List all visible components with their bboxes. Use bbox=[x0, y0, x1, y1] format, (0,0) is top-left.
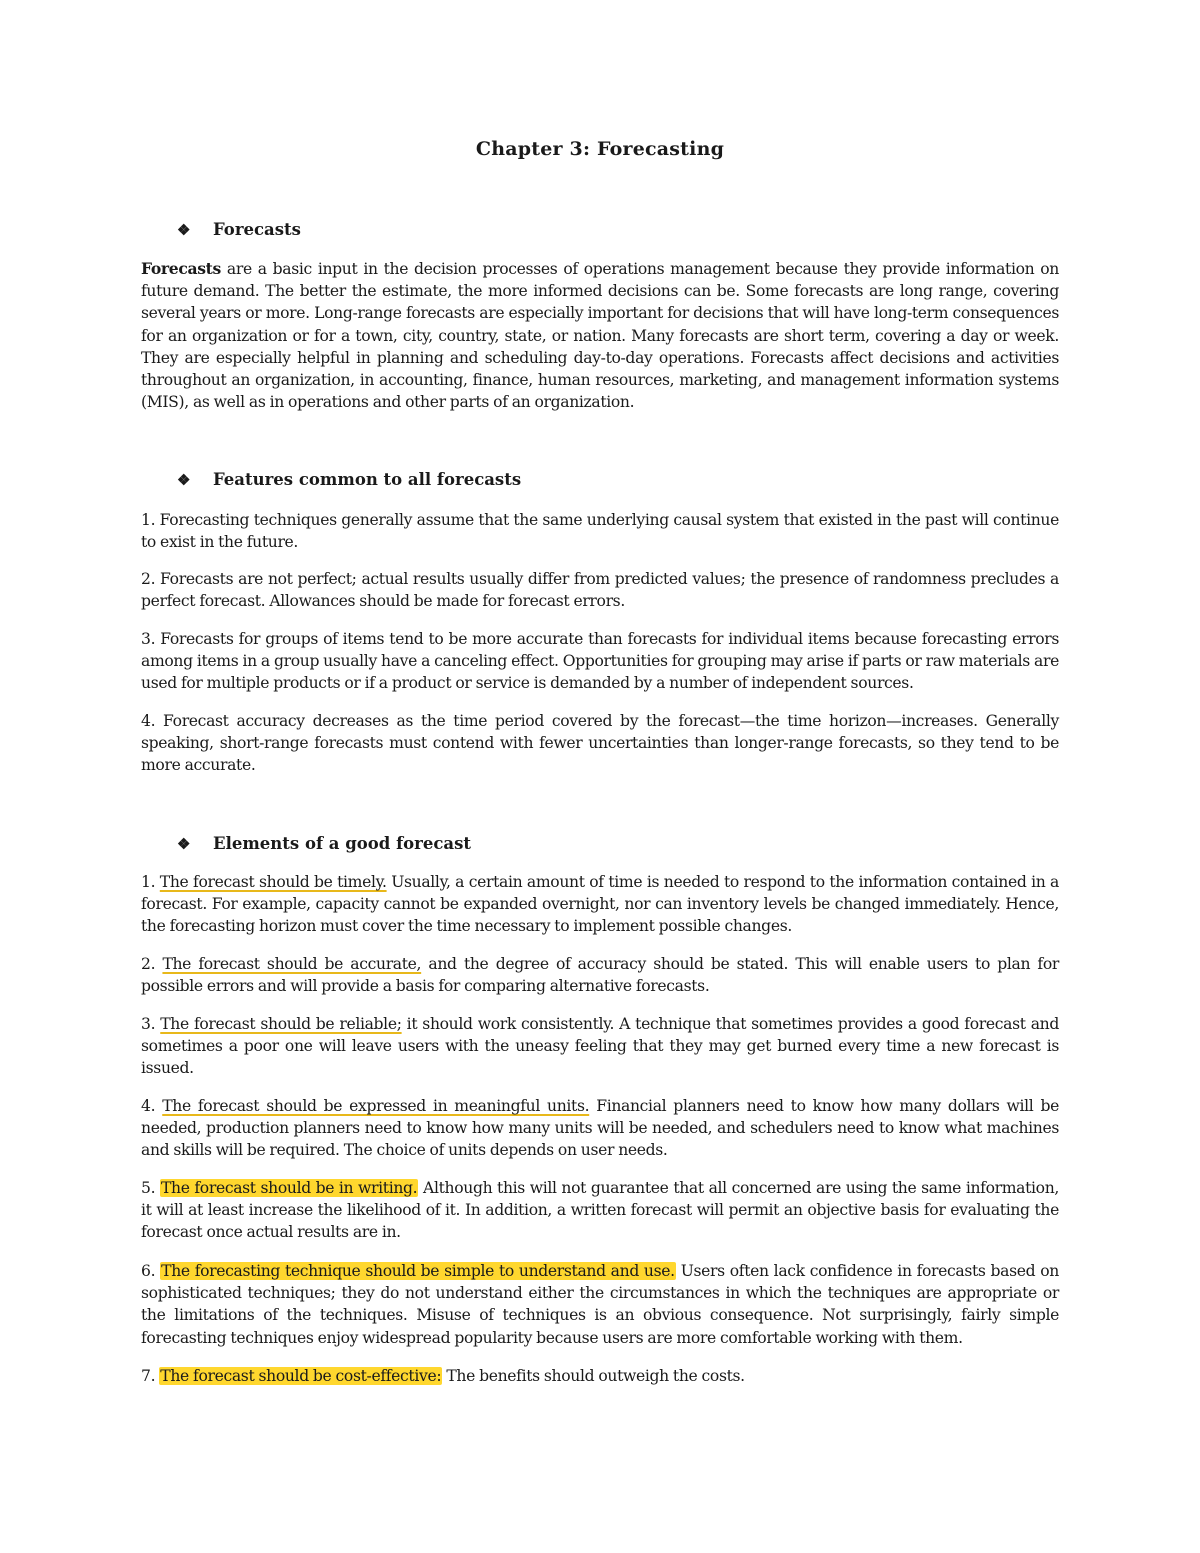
element-rest: and the degree of accuracy should be stated. This will enable users to plan for possible errors and will provide a basis for comparing alternative forecasts. bbox=[141, 955, 1059, 996]
item-number: 3. bbox=[141, 1015, 161, 1033]
element-key-underlined: The forecast should be timely. bbox=[159, 873, 387, 891]
element-key-highlighted: The forecasting technique should be simple to understand and use. bbox=[161, 1262, 675, 1280]
feature-item: 4. Forecast accuracy decreases as the time period covered by the forecast—the time horizon—increases. Generally speaking, short-range forecasts must contend with fewer uncertainties than longer-range forecasts, so they tend to be more accurate. bbox=[141, 712, 1059, 775]
forecasts-paragraph bbox=[141, 258, 1059, 413]
heading-text: Elements of a good forecast bbox=[213, 834, 472, 853]
page-title: Chapter 3: Forecasting bbox=[475, 138, 725, 160]
element-key-highlighted: The forecast should be in writing. bbox=[160, 1179, 418, 1197]
item-number: 1. bbox=[141, 873, 160, 891]
element-item bbox=[141, 1095, 1059, 1162]
element-rest: Users often lack confidence in forecasts based on sophisticated techniques; they do not understand either the circumstances in which the techniques are appropriate or the limitations of the techniques. Misuse of techniques is an obvious consequence. Not surprisingly, fairly simple forecasting techniques enjoy widespread popularity because users are more comfortable working with them. bbox=[141, 1262, 1059, 1347]
element-rest: Usually, a certain amount of time is needed to respond to the information contained in a forecast. For example, capacity cannot be expanded overnight, nor can inventory levels be changed immediately. Hence, the forecasting horizon must cover the time necessary to implement possible changes. bbox=[141, 873, 1059, 936]
element-rest: Financial planners need to know how many dollars will be needed, production planners need to know how many units will be needed, and schedulers need to know what machines and skills will be required. The choice of units depends on user needs. bbox=[141, 1097, 1059, 1160]
heading-text: Features common to all forecasts bbox=[213, 470, 522, 489]
heading-text: Forecasts bbox=[213, 220, 301, 239]
element-key-highlighted: The forecast should be cost-effective: bbox=[160, 1367, 442, 1385]
diamond-bullet-icon: ❖ bbox=[177, 835, 191, 853]
element-key-underlined: The forecast should be reliable; bbox=[160, 1015, 402, 1033]
item-number: 5. bbox=[141, 1179, 160, 1197]
item-number: 2. bbox=[141, 955, 163, 973]
element-item bbox=[141, 871, 1059, 938]
item-number: 7. bbox=[141, 1367, 160, 1385]
element-key-underlined: The forecast should be expressed in meaningful units. bbox=[162, 1097, 590, 1115]
element-item bbox=[141, 1013, 1059, 1080]
element-rest: Although this will not guarantee that all concerned are using the same information, it will at least increase the likelihood of it. In addition, a written forecast will permit an objective basis for evaluating the forecast once actual results are in. bbox=[141, 1179, 1059, 1242]
section-heading-forecasts bbox=[177, 220, 301, 239]
item-number: 4. bbox=[141, 1097, 163, 1115]
element-rest: it should work consistently. A technique that sometimes provides a good forecast and sometimes a poor one will leave users with the uneasy feeling that they may get burned every time a new forecast is issued. bbox=[141, 1015, 1059, 1078]
feature-item: 1. Forecasting techniques generally assume that the same underlying causal system that existed in the past will continue to exist in the future. bbox=[141, 511, 1059, 552]
feature-item: 3. Forecasts for groups of items tend to be more accurate than forecasts for individual items because forecasting errors among items in a group usually have a canceling effect. Opportunities for grouping may arise if parts or raw materials are used for multiple products or if a product or service is demanded by a number of independent sources. bbox=[141, 630, 1059, 693]
feature-item: 2. Forecasts are not perfect; actual results usually differ from predicted values; the presence of randomness precludes a perfect forecast. Allowances should be made for forecast errors. bbox=[141, 570, 1059, 611]
diamond-bullet-icon: ❖ bbox=[177, 221, 191, 239]
section-heading-elements bbox=[177, 834, 471, 853]
item-number: 6. bbox=[141, 1262, 161, 1280]
term-forecasts: Forecasts bbox=[141, 259, 221, 278]
element-rest: The benefits should outweigh the costs. bbox=[442, 1367, 745, 1385]
element-item bbox=[141, 953, 1059, 997]
element-item bbox=[141, 1365, 1059, 1387]
element-item bbox=[141, 1177, 1059, 1244]
diamond-bullet-icon: ❖ bbox=[177, 471, 191, 489]
element-key-underlined: The forecast should be accurate, bbox=[162, 955, 422, 973]
section-heading-features bbox=[177, 470, 521, 489]
forecasts-body: are a basic input in the decision processes of operations management because they provide information on future demand. The better the estimate, the more informed decisions can be. Some forecasts are long range, covering several years or more. Long-range forecasts are especially important for decisions that will have long-term consequences for an organization or for a town, city, country, state, or nation. Many forecasts are short term, covering a day or week. They are especially helpful in planning and scheduling day-to-day operations. Forecasts affect decisions and activities throughout an organization, in accounting, finance, human resources, marketing, and management information systems (MIS), as well as in operations and other parts of an organization. bbox=[141, 260, 1059, 412]
element-item bbox=[141, 1260, 1059, 1349]
